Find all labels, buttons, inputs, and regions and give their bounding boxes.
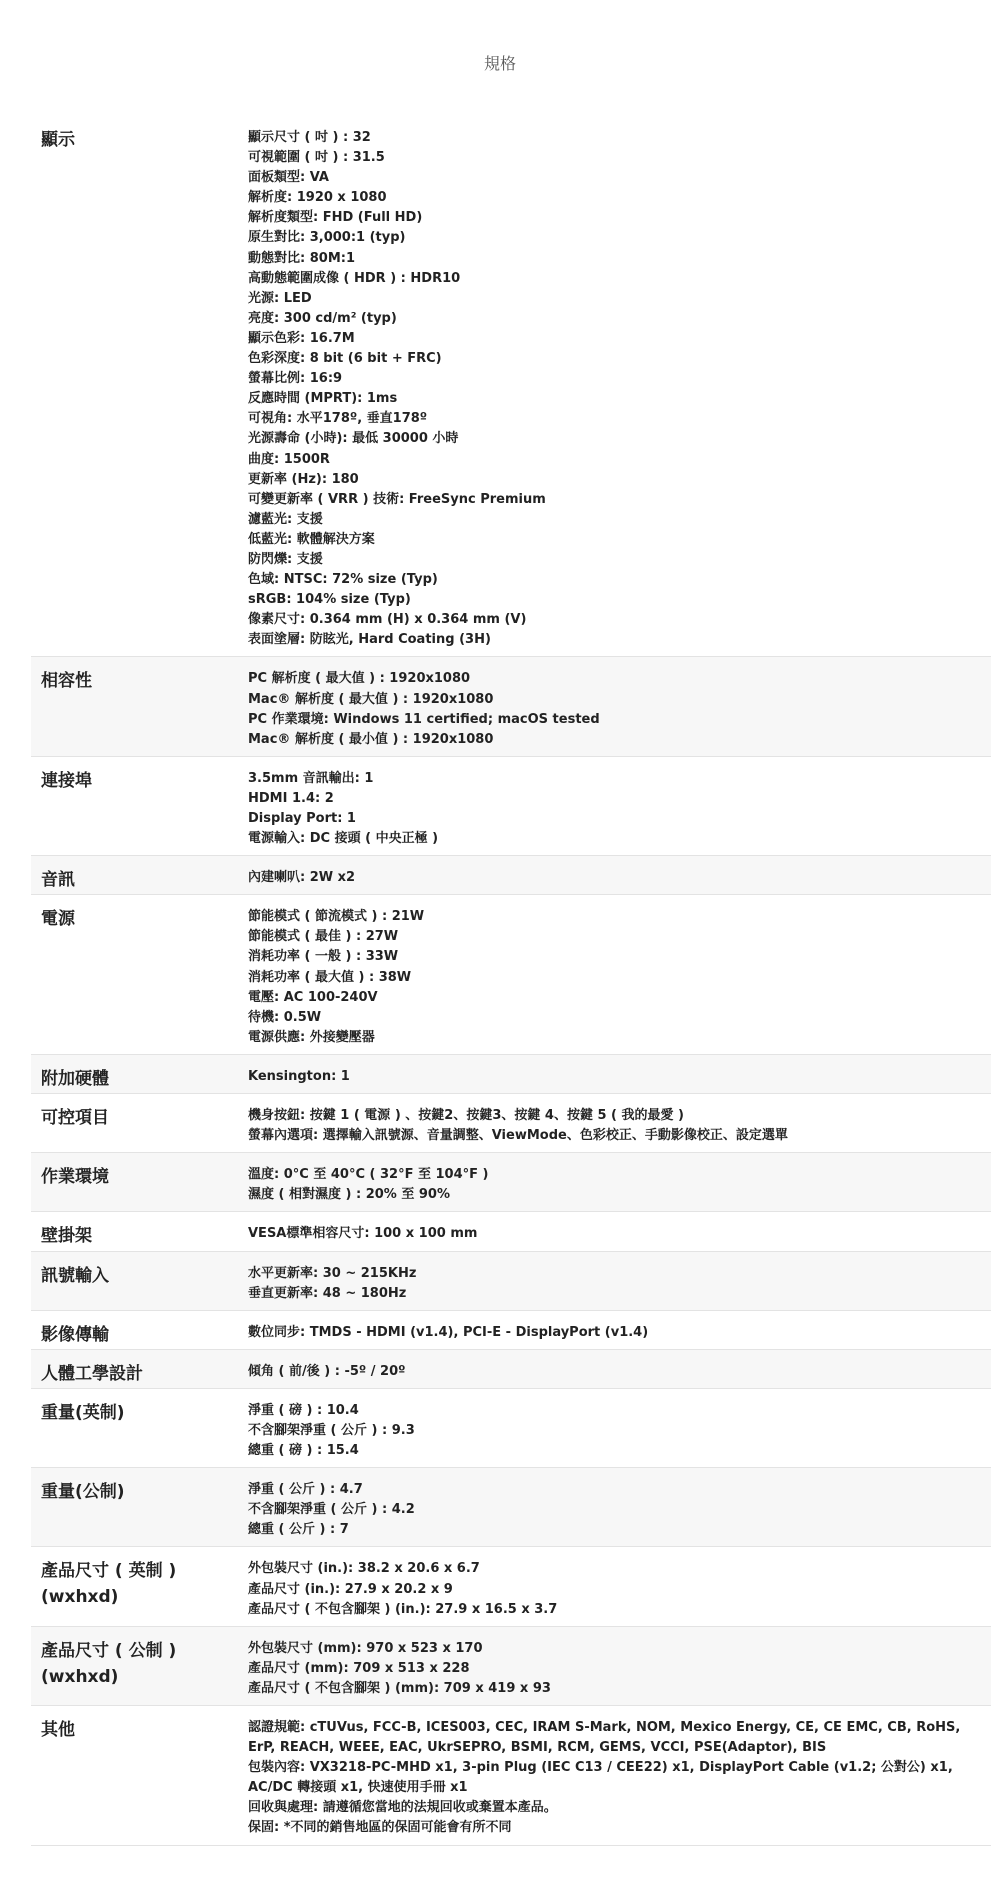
spec-value-line: 淨重 ( 磅 ) : 10.4 <box>248 1402 359 1418</box>
spec-row <box>31 856 991 895</box>
spec-values <box>241 116 991 656</box>
spec-row <box>31 1153 991 1212</box>
spec-category-label: 相容性 <box>41 671 92 692</box>
spec-values <box>241 856 991 894</box>
spec-value-line: 3.5mm 音訊輸出: 1 <box>248 770 374 786</box>
spec-category-label: 重量(英制) <box>41 1402 125 1423</box>
spec-row <box>31 1706 991 1846</box>
spec-value-line: VESA標準相容尺寸: 100 x 100 mm <box>248 1226 478 1242</box>
spec-value-line: 顯示尺寸 ( 吋 ) : 32 <box>248 130 371 145</box>
spec-values <box>241 1055 991 1093</box>
spec-value-line: 產品尺寸 (in.): 27.9 x 20.2 x 9 <box>248 1581 453 1597</box>
spec-value-line: 產品尺寸 ( 不包含腳架 ) (mm): 709 x 419 x 93 <box>248 1680 551 1696</box>
spec-values <box>241 1094 991 1152</box>
spec-row <box>31 1468 991 1547</box>
spec-row <box>31 895 991 1055</box>
spec-values <box>241 1547 991 1625</box>
spec-category-label: 產品尺寸 ( 公制 ) (wxhxd) <box>41 1640 177 1687</box>
spec-value-line: Mac® 解析度 ( 最小值 ) : 1920x1080 <box>248 731 494 747</box>
spec-table <box>31 116 991 1846</box>
spec-value-line: PC 解析度 ( 最大值 ) : 1920x1080 <box>248 671 471 687</box>
spec-row <box>31 1547 991 1626</box>
spec-category-label: 音訊 <box>41 870 75 891</box>
spec-category-label: 附加硬體 <box>41 1068 109 1089</box>
spec-value-line: 溫度: 0°C 至 40°C ( 32°F 至 104°F ) <box>248 1167 489 1183</box>
spec-row <box>31 1389 991 1468</box>
spec-value-line: 可視角: 水平178º, 垂直178º <box>248 411 428 427</box>
spec-values <box>241 757 991 855</box>
spec-value-line: 數位同步: TMDS - HDMI (v1.4), PCI-E - DisplayPort (v1.4) <box>248 1324 649 1340</box>
spec-value-line: 原生對比: 3,000:1 (typ) <box>248 230 406 246</box>
spec-value-line: 動態對比: 80M:1 <box>248 250 355 266</box>
spec-values <box>241 1389 991 1467</box>
page-title: 規格 <box>483 54 516 73</box>
spec-values <box>241 1252 991 1310</box>
spec-value-line: 認證規範: cTUVus, FCC-B, ICES003, CEC, IRAM S-Mark, NOM, Mexico Energy, CE, CE EMC, CB, RoHS, ErP, REACH, WEEE, EAC, UkrSEPRO, BSMI, RCM, GEMS, VCCI, PSE(Adaptor), BIS <box>248 1720 961 1756</box>
spec-value-line: 消耗功率 ( 最大值 ) : 38W <box>248 969 412 985</box>
spec-value-line: 可視範圍 ( 吋 ) : 31.5 <box>248 150 385 166</box>
spec-value-line: 保固: *不同的銷售地區的保固可能會有所不同 <box>248 1820 512 1836</box>
spec-row <box>31 1627 991 1706</box>
spec-category-label: 人體工學設計 <box>41 1363 143 1384</box>
spec-value-line: 外包裝尺寸 (in.): 38.2 x 20.6 x 6.7 <box>248 1561 480 1577</box>
spec-value-line: 顯示色彩: 16.7M <box>248 330 355 346</box>
spec-value-line: 產品尺寸 (mm): 709 x 513 x 228 <box>248 1660 470 1676</box>
spec-value-line: 產品尺寸 ( 不包含腳架 ) (in.): 27.9 x 16.5 x 3.7 <box>248 1601 558 1617</box>
spec-row <box>31 1212 991 1251</box>
spec-category-label: 顯示 <box>41 130 75 150</box>
spec-row <box>31 1252 991 1311</box>
spec-value-line: 電源輸入: DC 接頭 ( 中央正極 ) <box>248 831 439 847</box>
spec-value-line: 光源壽命 (小時): 最低 30000 小時 <box>248 431 459 447</box>
spec-value-line: 光源: LED <box>248 290 312 306</box>
spec-value-line: 色彩深度: 8 bit (6 bit + FRC) <box>248 351 442 367</box>
spec-category-label: 可控項目 <box>41 1108 109 1129</box>
spec-value-line: 像素尺寸: 0.364 mm (H) x 0.364 mm (V) <box>248 612 527 628</box>
spec-value-line: 水平更新率: 30 ~ 215KHz <box>248 1265 417 1281</box>
spec-value-line: 電壓: AC 100-240V <box>248 989 378 1005</box>
spec-category-label: 其他 <box>41 1720 75 1740</box>
spec-value-line: 節能模式 ( 最佳 ) : 27W <box>248 929 399 945</box>
spec-value-line: 表面塗層: 防眩光, Hard Coating (3H) <box>248 632 491 648</box>
spec-value-line: 反應時間 (MPRT): 1ms <box>248 391 398 407</box>
spec-category-label: 電源 <box>41 909 75 930</box>
spec-value-line: 螢幕比例: 16:9 <box>248 371 343 387</box>
spec-value-line: 消耗功率 ( 一般 ) : 33W <box>248 949 399 965</box>
spec-value-line: 面板類型: VA <box>248 170 329 186</box>
spec-value-line: 內建喇叭: 2W x2 <box>248 870 356 886</box>
spec-category-label: 訊號輸入 <box>41 1265 109 1286</box>
spec-value-line: 傾角 ( 前/後 ) : -5º / 20º <box>248 1363 406 1379</box>
spec-category-label: 作業環境 <box>41 1167 109 1188</box>
spec-value-line: 外包裝尺寸 (mm): 970 x 523 x 170 <box>248 1640 483 1656</box>
spec-value-line: 更新率 (Hz): 180 <box>248 471 359 487</box>
spec-value-line: 不含腳架淨重 ( 公斤 ) : 9.3 <box>248 1422 415 1438</box>
spec-value-line: 解析度類型: FHD (Full HD) <box>248 210 423 226</box>
spec-value-line: 節能模式 ( 節流模式 ) : 21W <box>248 909 425 925</box>
spec-values <box>241 1153 991 1211</box>
spec-row <box>31 116 991 657</box>
spec-value-line: sRGB: 104% size (Typ) <box>248 592 411 608</box>
spec-value-line: 防閃爍: 支援 <box>248 551 323 567</box>
spec-value-line: 解析度: 1920 x 1080 <box>248 190 387 206</box>
spec-value-line: Mac® 解析度 ( 最大值 ) : 1920x1080 <box>248 691 494 707</box>
spec-value-line: 總重 ( 磅 ) : 15.4 <box>248 1443 359 1459</box>
spec-values <box>241 1212 991 1250</box>
spec-row <box>31 757 991 856</box>
spec-value-line: 亮度: 300 cd/m² (typ) <box>248 310 397 326</box>
spec-category-label: 重量(公制) <box>41 1482 125 1503</box>
spec-value-line: 包裝內容: VX3218-PC-MHD x1, 3-pin Plug (IEC C13 / CEE22) x1, DisplayPort Cable (v1.2; 公對公) x1, AC/DC 轉接頭 x1, 快速使用手冊 x1 <box>248 1760 953 1796</box>
spec-value-line: 濾藍光: 支援 <box>248 511 323 527</box>
spec-value-line: 淨重 ( 公斤 ) : 4.7 <box>248 1482 363 1498</box>
spec-value-line: Display Port: 1 <box>248 811 356 826</box>
spec-value-line: 高動態範圍成像 ( HDR ) : HDR10 <box>248 270 461 286</box>
spec-value-line: 回收與處理: 請遵循您當地的法規回收或棄置本產品。 <box>248 1800 557 1816</box>
spec-value-line: 濕度 ( 相對濕度 ) : 20% 至 90% <box>248 1187 450 1203</box>
spec-value-line: Kensington: 1 <box>248 1068 350 1084</box>
spec-row <box>31 1094 991 1153</box>
spec-value-line: 總重 ( 公斤 ) : 7 <box>248 1522 349 1538</box>
spec-value-line: HDMI 1.4: 2 <box>248 790 334 806</box>
spec-value-line: 機身按鈕: 按鍵 1 ( 電源 ) 、按鍵2、按鍵3、按鍵 4、按鍵 5 ( 我的最愛 ) <box>248 1108 684 1124</box>
spec-row <box>31 1311 991 1350</box>
spec-value-line: PC 作業環境: Windows 11 certified; macOS tested <box>248 711 600 727</box>
spec-value-line: 不含腳架淨重 ( 公斤 ) : 4.2 <box>248 1502 415 1518</box>
spec-category-label: 連接埠 <box>41 770 92 791</box>
spec-values <box>241 1468 991 1546</box>
spec-values <box>241 895 991 1054</box>
spec-values <box>241 1311 991 1349</box>
spec-value-line: 電源供應: 外接變壓器 <box>248 1029 375 1045</box>
spec-value-line: 垂直更新率: 48 ~ 180Hz <box>248 1285 407 1301</box>
spec-row <box>31 657 991 756</box>
spec-values <box>241 1706 991 1845</box>
spec-values <box>241 1627 991 1705</box>
spec-value-line: 可變更新率 ( VRR ) 技術: FreeSync Premium <box>248 491 546 507</box>
spec-values <box>241 657 991 755</box>
spec-value-line: 曲度: 1500R <box>248 451 330 467</box>
spec-row <box>31 1055 991 1094</box>
spec-value-line: 低藍光: 軟體解決方案 <box>248 531 375 547</box>
spec-category-label: 壁掛架 <box>41 1226 92 1247</box>
spec-values <box>241 1350 991 1388</box>
spec-row <box>31 1350 991 1389</box>
spec-category-label: 影像傳輸 <box>41 1324 109 1345</box>
spec-value-line: 色域: NTSC: 72% size (Typ) <box>248 572 438 588</box>
spec-category-label: 產品尺寸 ( 英制 ) (wxhxd) <box>41 1561 177 1608</box>
spec-value-line: 螢幕內選項: 選擇輸入訊號源、音量調整、ViewMode、色彩校正、手動影像校正、設定選單 <box>248 1128 788 1144</box>
spec-value-line: 待機: 0.5W <box>248 1009 322 1025</box>
